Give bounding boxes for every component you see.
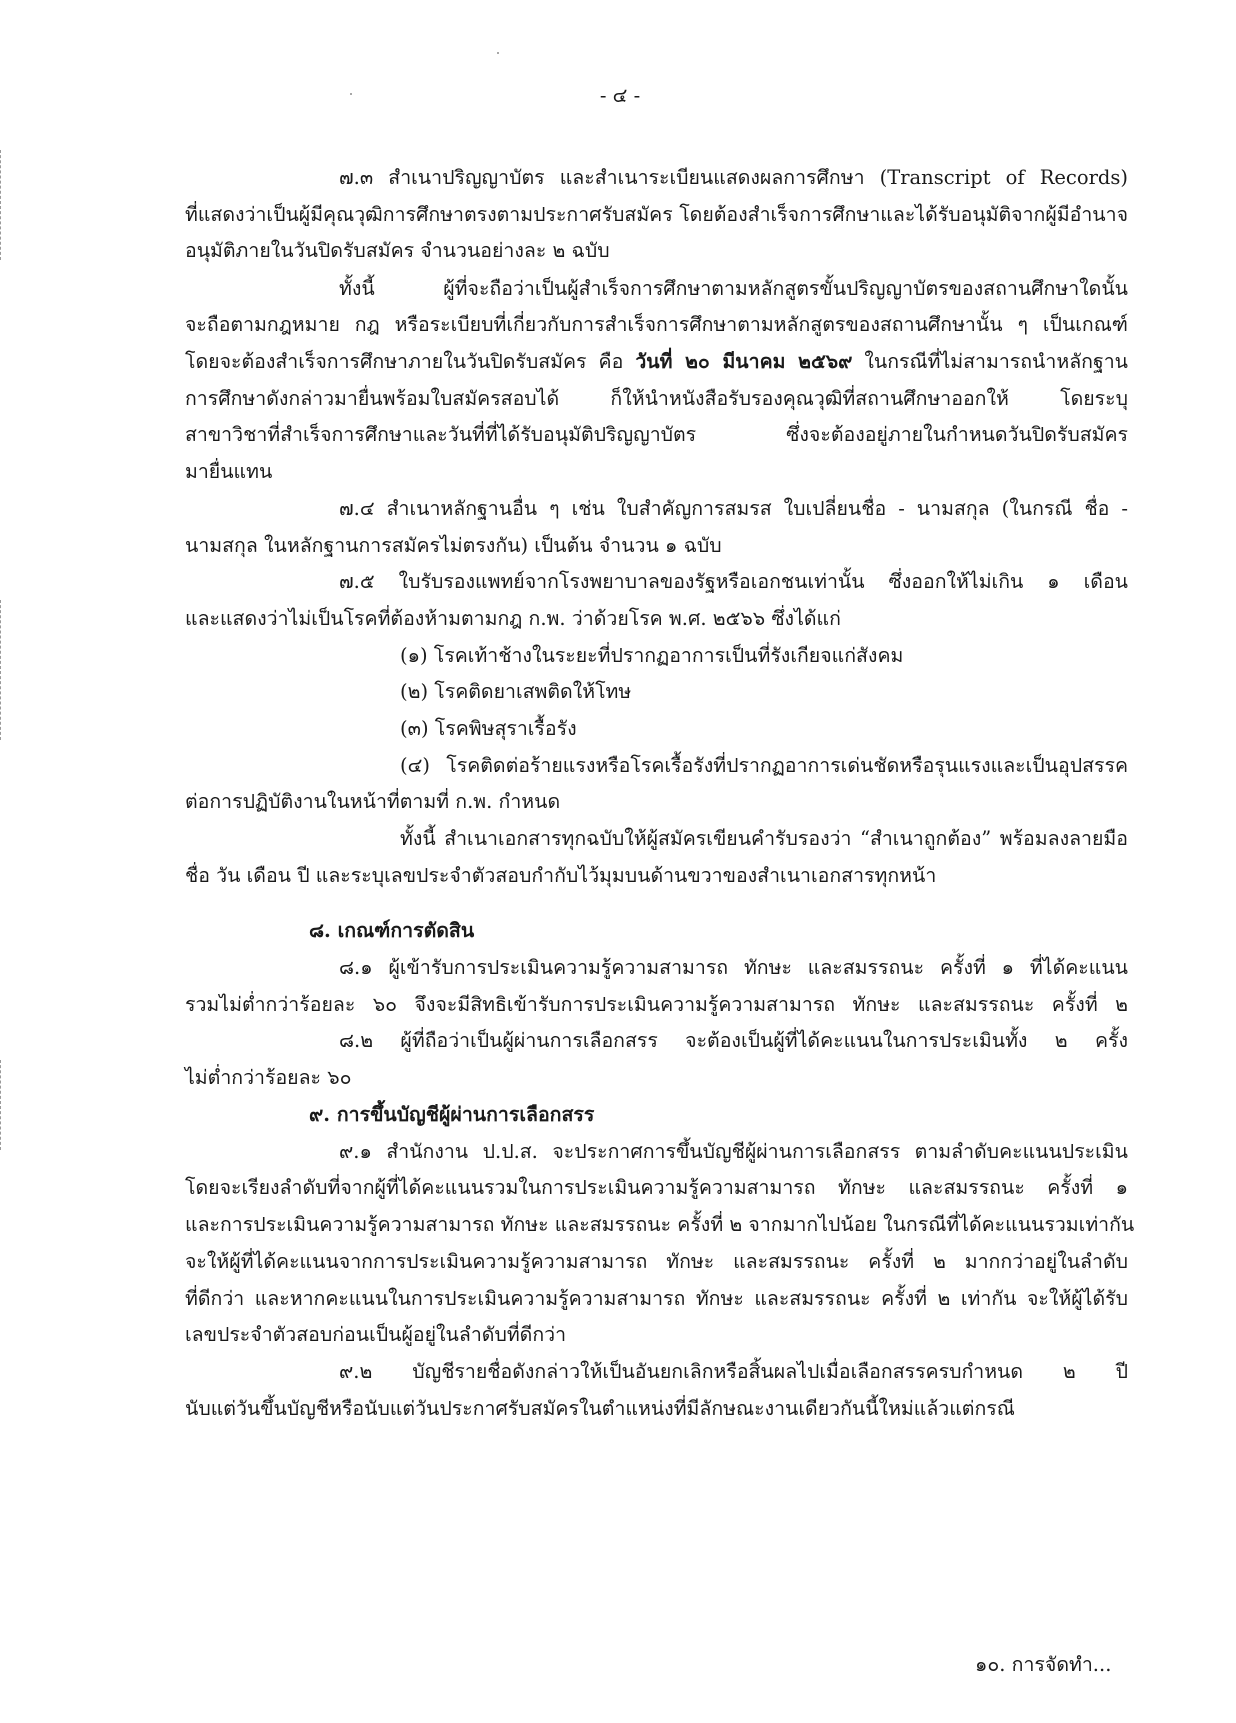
continuation-marker: ๑๐. การจัดทำ...: [975, 1653, 1112, 1676]
paragraph-line: และการประเมินความรู้ความสามารถ ทักษะ และสมรรถนะ ครั้งที่ ๒ จากมากไปน้อย ในกรณีที่ได้คะแนนรวมเท่ากัน: [185, 1213, 1135, 1236]
page-number: - ๔ -: [599, 84, 641, 107]
paragraph-line: ที่ดีกว่า และหากคะแนนในการประเมินความรู้ความสามารถ ทักษะ และสมรรถนะ ครั้งที่ ๒ เท่ากัน จะให้ผู้ได้รับ: [185, 1287, 1128, 1310]
scan-edge-mark: [0, 150, 4, 260]
list-item: (๓) โรคพิษสุราเรื้อรัง: [400, 717, 577, 740]
scan-edge-mark: [0, 1060, 4, 1150]
paragraph-line: นามสกุล ในหลักฐานการสมัครไม่ตรงกัน) เป็นต้น จำนวน ๑ ฉบับ: [185, 534, 722, 557]
text-run: โดยจะต้องสำเร็จการศึกษาภายในวันปิดรับสมัคร คือ: [185, 350, 636, 373]
paragraph-line: ไม่ต่ำกว่าร้อยละ ๖๐: [185, 1066, 352, 1089]
paragraph-line: ชื่อ วัน เดือน ปี และระบุเลขประจำตัวสอบกำกับไว้มุมบนด้านขวาของสำเนาเอกสารทุกหน้า: [185, 864, 937, 887]
paragraph-line: โดยจะเรียงลำดับที่จากผู้ที่ได้คะแนนรวมในการประเมินความรู้ความสามารถ ทักษะ และสมรรถนะ ครั้งที่ ๑: [185, 1176, 1128, 1199]
list-item: ต่อการปฏิบัติงานในหน้าที่ตามที่ ก.พ. กำหนด: [185, 790, 561, 813]
list-item: (๒) โรคติดยาเสพติดให้โทษ: [400, 680, 632, 703]
paragraph-line: เลขประจำตัวสอบก่อนเป็นผู้อยู่ในลำดับที่ดีกว่า: [185, 1323, 567, 1346]
paragraph-line: ๘.๑ ผู้เข้ารับการประเมินความรู้ความสามารถ ทักษะ และสมรรถนะ ครั้งที่ ๑ ที่ได้คะแนน: [339, 956, 1128, 979]
paragraph-line: [185, 352, 1128, 372]
paragraph-line: อนุมัติภายในวันปิดรับสมัคร จำนวนอย่างละ ๒ ฉบับ: [185, 239, 610, 262]
paragraph-line: มายื่นแทน: [185, 460, 273, 483]
paragraph-line: ๙.๑ สำนักงาน ป.ป.ส. จะประกาศการขึ้นบัญชีผู้ผ่านการเลือกสรร ตามลำดับคะแนนประเมิน: [339, 1140, 1128, 1163]
scan-speck: [350, 93, 352, 95]
paragraph-line: ทั้งนี้ สำเนาเอกสารทุกฉบับให้ผู้สมัครเขียนคำรับรองว่า “สำเนาถูกต้อง” พร้อมลงลายมือ: [400, 827, 1128, 850]
paragraph-line: ๙.๒ บัญชีรายชื่อดังกล่าวให้เป็นอันยกเลิกหรือสิ้นผลไปเมื่อเลือกสรรครบกำหนด ๒ ปี: [339, 1360, 1128, 1383]
paragraph-line: การศึกษาดังกล่าวมายื่นพร้อมใบสมัครสอบได้ ก็ให้นำหนังสือรับรองคุณวุฒิที่สถานศึกษาออกให้ โดยระบุ: [185, 387, 1128, 410]
section-heading: ๙. การขึ้นบัญชีผู้ผ่านการเลือกสรร: [309, 1103, 595, 1126]
paragraph-line: ๘.๒ ผู้ที่ถือว่าเป็นผู้ผ่านการเลือกสรร จะต้องเป็นผู้ที่ได้คะแนนในการประเมินทั้ง ๒ ครั้ง: [339, 1029, 1128, 1052]
text-run: ในกรณีที่ไม่สามารถนำหลักฐาน: [852, 350, 1128, 373]
list-item: (๔) โรคติดต่อร้ายแรงหรือโรคเรื้อรังที่ปรากฏอาการเด่นชัดหรือรุนแรงและเป็นอุปสรรค: [400, 754, 1128, 777]
paragraph-line: ๗.๔ สำเนาหลักฐานอื่น ๆ เช่น ใบสำคัญการสมรส ใบเปลี่ยนชื่อ - นามสกุล (ในกรณี ชื่อ -: [339, 497, 1128, 520]
paragraph-line: รวมไม่ต่ำกว่าร้อยละ ๖๐ จึงจะมีสิทธิเข้ารับการประเมินความรู้ความสามารถ ทักษะ และสมรรถนะ ครั้งที่ ๒: [185, 993, 1128, 1016]
paragraph-line: จะให้ผู้ที่ได้คะแนนจากการประเมินความรู้ความสามารถ ทักษะ และสมรรถนะ ครั้งที่ ๒ มากกว่าอยู่ในลำดับ: [185, 1250, 1128, 1273]
paragraph-line: จะถือตามกฎหมาย กฎ หรือระเบียบที่เกี่ยวกับการสำเร็จการศึกษาตามหลักสูตรของสถานศึกษานั้น ๆ เป็นเกณฑ์: [185, 313, 1128, 336]
paragraph-line: ทั้งนี้ ผู้ที่จะถือว่าเป็นผู้สำเร็จการศึกษาตามหลักสูตรขั้นปริญญาบัตรของสถานศึกษาใดนั้น: [339, 277, 1128, 300]
paragraph-line: สาขาวิชาที่สำเร็จการศึกษาและวันที่ที่ได้รับอนุมัติปริญญาบัตร ซึ่งจะต้องอยู่ภายในกำหนดวันปิดรับสมัคร: [185, 423, 1128, 446]
scan-edge-mark: [0, 600, 4, 740]
paragraph-line: และแสดงว่าไม่เป็นโรคที่ต้องห้ามตามกฎ ก.พ. ว่าด้วยโรค พ.ศ. ๒๕๖๖ ซึ่งได้แก่: [185, 607, 841, 630]
section-heading: ๘. เกณฑ์การตัดสิน: [309, 919, 475, 942]
paragraph-line: ที่แสดงว่าเป็นผู้มีคุณวุฒิการศึกษาตรงตามประกาศรับสมัคร โดยต้องสำเร็จการศึกษาและได้รับอนุมัติจากผู้มีอำนาจ: [185, 203, 1128, 226]
list-item: (๑) โรคเท้าช้างในระยะที่ปรากฏอาการเป็นที่รังเกียจแก่สังคม: [400, 644, 904, 667]
deadline-date: วันที่ ๒๐ มีนาคม ๒๕๖๙: [635, 350, 853, 373]
paragraph-line: นับแต่วันขึ้นบัญชีหรือนับแต่วันประกาศรับสมัครในตำแหน่งที่มีลักษณะงานเดียวกันนี้ใหม่แล้วแต่กรณี: [185, 1397, 1015, 1420]
paragraph-line: ๗.๕ ใบรับรองแพทย์จากโรงพยาบาลของรัฐหรือเอกชนเท่านั้น ซึ่งออกให้ไม่เกิน ๑ เดือน: [339, 570, 1128, 593]
paragraph-line: ๗.๓ สำเนาปริญญาบัตร และสำเนาระเบียนแสดงผลการศึกษา (Transcript of Records): [339, 166, 1128, 189]
scan-speck: [497, 52, 499, 54]
